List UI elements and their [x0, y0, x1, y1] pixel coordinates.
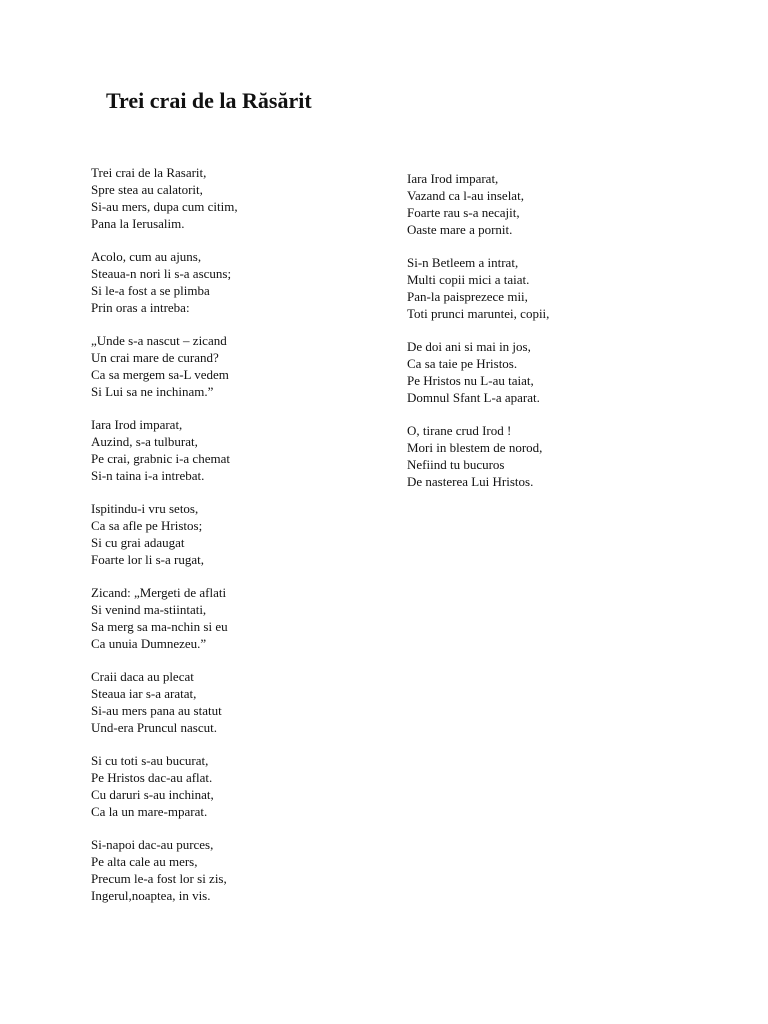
poem-stanza — [91, 248, 391, 316]
poem-stanza — [407, 422, 707, 490]
poem-line: Und-era Pruncul nascut. — [91, 720, 217, 735]
poem-line: Mori in blestem de norod, — [407, 440, 543, 455]
poem-line: Pe crai, grabnic i-a chemat — [91, 451, 230, 466]
poem-line: Ca unuia Dumnezeu.” — [91, 636, 207, 651]
poem-line: Si Lui sa ne inchinam.” — [91, 384, 214, 399]
poem-line: Steaua-n nori li s-a ascuns; — [91, 266, 232, 281]
poem-line: Si-au mers pana au statut — [91, 703, 222, 718]
poem-line: Oaste mare a pornit. — [407, 222, 513, 237]
poem-line: Zicand: „Mergeti de aflati — [91, 585, 227, 600]
poem-line: Multi copii mici a taiat. — [407, 272, 530, 287]
poem-stanza — [91, 500, 391, 568]
poem-stanza — [91, 668, 391, 736]
poem-line: Trei crai de la Rasarit, — [91, 165, 207, 180]
poem-column-left — [91, 164, 391, 920]
poem-line: Foarte rau s-a necajit, — [407, 205, 520, 220]
poem-line: Pe Hristos nu L-au taiat, — [407, 373, 534, 388]
poem-line: Pe Hristos dac-au aflat. — [91, 770, 213, 785]
poem-line: Pe alta cale au mers, — [91, 854, 198, 869]
poem-line: Sa merg sa ma-nchin si eu — [91, 619, 228, 634]
poem-stanza — [91, 836, 391, 904]
poem-stanza — [407, 338, 707, 406]
poem-line: Si venind ma-stiintati, — [91, 602, 207, 617]
poem-line: De doi ani si mai in jos, — [407, 339, 531, 354]
poem-line: Cu daruri s-au inchinat, — [91, 787, 214, 802]
poem-line: Acolo, cum au ajuns, — [91, 249, 202, 264]
poem-line: Ca sa mergem sa-L vedem — [91, 367, 229, 382]
poem-line: Si-au mers, dupa cum citim, — [91, 199, 238, 214]
poem-line: Si-n taina i-a intrebat. — [91, 468, 205, 483]
poem-line: Ingerul,noaptea, in vis. — [91, 888, 211, 903]
poem-line: Un crai mare de curand? — [91, 350, 219, 365]
poem-stanza — [91, 164, 391, 232]
poem-line: Si le-a fost a se plimba — [91, 283, 210, 298]
poem-line: Si cu grai adaugat — [91, 535, 185, 550]
poem-line: O, tirane crud Irod ! — [407, 423, 512, 438]
poem-line: Toti prunci maruntei, copii, — [407, 306, 550, 321]
poem-line: Ca sa taie pe Hristos. — [407, 356, 518, 371]
poem-line: Vazand ca l-au inselat, — [407, 188, 524, 203]
poem-line: Iara Irod imparat, — [91, 417, 183, 432]
poem-line: Craii daca au plecat — [91, 669, 194, 684]
poem-line: Precum le-a fost lor si zis, — [91, 871, 227, 886]
poem-line: Nefiind tu bucuros — [407, 457, 505, 472]
poem-line: Foarte lor li s-a rugat, — [91, 552, 204, 567]
page-title: Trei crai de la Răsărit — [106, 88, 312, 113]
poem-line: Si-napoi dac-au purces, — [91, 837, 214, 852]
poem-line: Steaua iar s-a aratat, — [91, 686, 197, 701]
poem-line: Spre stea au calatorit, — [91, 182, 203, 197]
poem-line: Si cu toti s-au bucurat, — [91, 753, 209, 768]
poem-stanza — [91, 584, 391, 652]
poem-line: Si-n Betleem a intrat, — [407, 255, 519, 270]
poem-line: Iara Irod imparat, — [407, 171, 499, 186]
poem-line: Domnul Sfant L-a aparat. — [407, 390, 540, 405]
poem-stanza — [91, 332, 391, 400]
poem-line: Ca sa afle pe Hristos; — [91, 518, 203, 533]
poem-stanza — [407, 170, 707, 238]
poem-stanza — [407, 254, 707, 322]
poem-line: De nasterea Lui Hristos. — [407, 474, 534, 489]
poem-line: Ispitindu-i vru setos, — [91, 501, 199, 516]
poem-stanza — [91, 752, 391, 820]
poem-line: Ca la un mare-mparat. — [91, 804, 208, 819]
poem-column-right — [407, 170, 707, 506]
poem-line: Prin oras a intreba: — [91, 300, 190, 315]
poem-stanza — [91, 416, 391, 484]
poem-line: Pan-la paisprezece mii, — [407, 289, 528, 304]
poem-line: „Unde s-a nascut – zicand — [91, 333, 227, 348]
poem-line: Auzind, s-a tulburat, — [91, 434, 198, 449]
poem-line: Pana la Ierusalim. — [91, 216, 185, 231]
